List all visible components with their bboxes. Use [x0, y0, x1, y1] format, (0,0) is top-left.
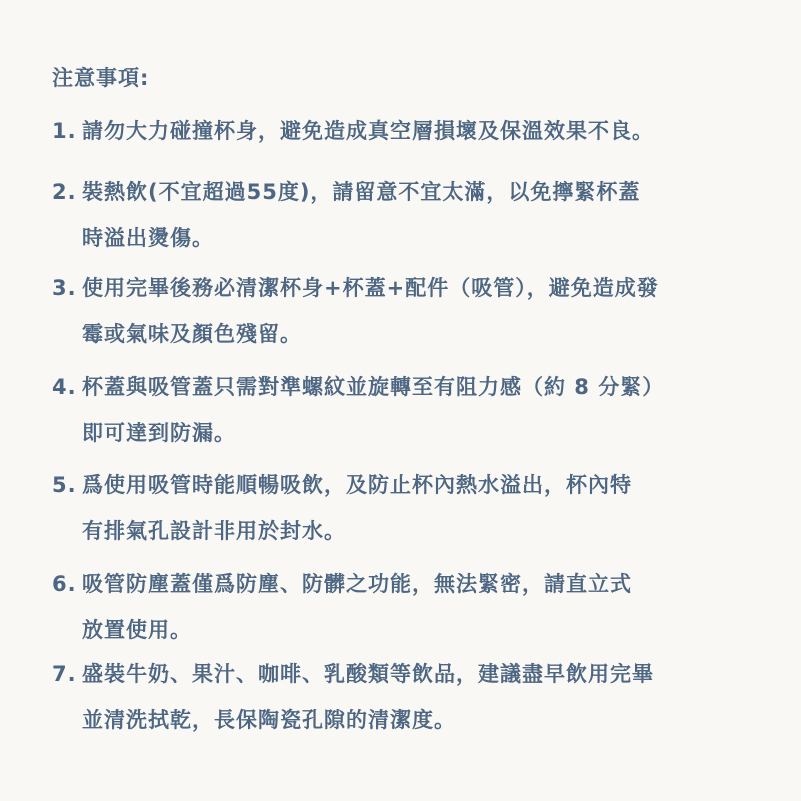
- item-text: 請勿大力碰撞杯身，避免造成真空層損壞及保溫效果不良。: [82, 119, 654, 143]
- notice-item-5: [52, 462, 632, 554]
- item-text: 使用完畢後務必清潔杯身+杯蓋+配件（吸管），避免造成發: [82, 276, 659, 300]
- notice-item-line: [52, 265, 659, 311]
- notice-item-3: [52, 265, 659, 357]
- item-number: 2.: [52, 180, 77, 204]
- item-text-continued: 即可達到防漏。: [82, 421, 236, 445]
- notice-item-1: [52, 108, 654, 154]
- item-text: 杯蓋與吸管蓋只需對準螺紋並旋轉至有阻力感（約 8 分緊）: [82, 375, 665, 399]
- notice-item-7: [52, 651, 654, 743]
- item-text-continued: 時溢出燙傷。: [82, 226, 214, 250]
- notice-item-4: [52, 364, 664, 456]
- item-text-continued: 霉或氣味及顏色殘留。: [82, 322, 302, 346]
- item-number: 1.: [52, 119, 77, 143]
- notice-item-2: [52, 169, 640, 261]
- item-text: 盛裝牛奶、果汁、咖啡、乳酸類等飲品，建議盡早飲用完畢: [82, 662, 654, 686]
- item-text: 吸管防塵蓋僅爲防塵、防髒之功能，無法緊密，請直立式: [82, 572, 632, 596]
- notice-item-line: [52, 651, 654, 697]
- notice-item-line: [52, 462, 632, 508]
- item-text-continued: 有排氣孔設計非用於封水。: [82, 519, 346, 543]
- item-number: 3.: [52, 276, 77, 300]
- item-number: 4.: [52, 375, 77, 399]
- notice-item-line: [52, 561, 632, 607]
- item-text: 爲使用吸管時能順暢吸飲，及防止杯內熱水溢出，杯內特: [82, 473, 632, 497]
- notice-item-line: [52, 364, 664, 410]
- item-text-continued: 放置使用。: [82, 618, 192, 642]
- notice-item-line: [52, 108, 654, 154]
- item-text-continued: 並清洗拭乾，長保陶瓷孔隙的清潔度。: [82, 708, 456, 732]
- item-number: 5.: [52, 473, 77, 497]
- item-text: 裝熱飲(不宜超過55度)，請留意不宜太滿，以免擰緊杯蓋: [82, 180, 641, 204]
- item-number: 7.: [52, 662, 77, 686]
- item-number: 6.: [52, 572, 77, 596]
- notice-item-line: [52, 169, 640, 215]
- notice-heading: 注意事項:: [52, 66, 150, 90]
- notice-item-6: [52, 561, 632, 653]
